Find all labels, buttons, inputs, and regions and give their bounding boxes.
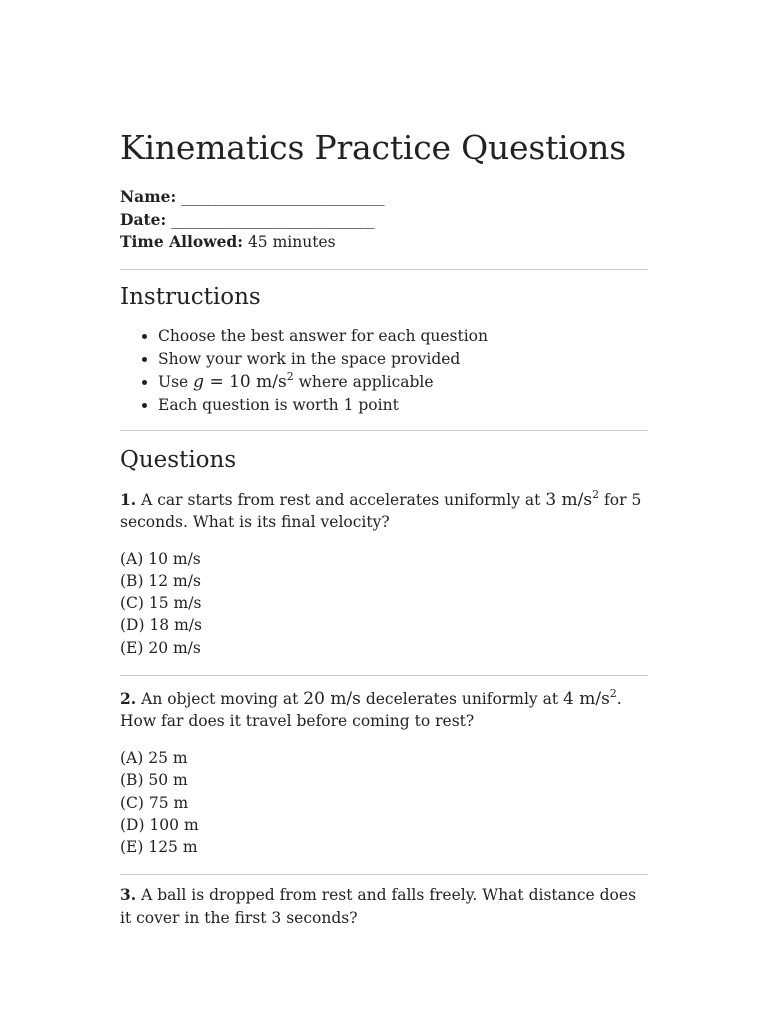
answer-option: (E) 125 m xyxy=(120,838,198,857)
student-info xyxy=(120,186,648,254)
question-number: 1. xyxy=(120,489,137,509)
divider xyxy=(120,874,648,875)
divider xyxy=(120,269,648,270)
name-line xyxy=(120,186,648,209)
math-expression: 20 m/s xyxy=(303,688,361,709)
answer-option: (A) 25 m xyxy=(120,748,188,767)
instructions-list xyxy=(120,325,648,417)
math-exponent: 2 xyxy=(286,369,294,383)
math-exponent: 2 xyxy=(609,686,617,700)
question-text: An object moving at xyxy=(141,689,299,708)
name-blank: ______________________________ xyxy=(181,188,384,206)
date-blank: ______________________________ xyxy=(171,210,374,229)
math-value: 3 m/s xyxy=(545,489,593,510)
list-item: • Choose the best answer for each question xyxy=(158,325,648,348)
time-value: 45 minutes xyxy=(247,233,336,251)
question-text: A ball is dropped from rest and falls freely. What distance does it cover in the first 3 seconds? xyxy=(120,886,637,927)
question-text: for 5 seconds. What is its final velocity? xyxy=(120,490,642,531)
date-label: Date: xyxy=(120,209,167,229)
answer-options xyxy=(120,548,648,659)
questions-heading: Questions xyxy=(120,446,237,473)
math-expression xyxy=(545,487,600,510)
question-number: 2. xyxy=(120,688,137,708)
question-3 xyxy=(120,884,648,929)
list-item: • Show your work in the space provided xyxy=(158,348,648,371)
name-label: Name: xyxy=(120,187,177,206)
instructions-heading: Instructions xyxy=(120,283,261,310)
question-1 xyxy=(120,489,648,534)
answer-option: (E) 20 m/s xyxy=(120,638,201,657)
question-2 xyxy=(120,688,648,733)
math-var-g: g xyxy=(193,371,205,392)
date-line xyxy=(120,209,648,232)
question-text: decelerates uniformly at xyxy=(365,689,559,708)
answer-option: (A) 10 m/s xyxy=(120,549,201,568)
time-label: Time Allowed: xyxy=(120,232,243,251)
question-text: . How far does it travel before coming to rest? xyxy=(120,689,622,731)
answer-options xyxy=(120,747,648,858)
answer-option: (C) 75 m xyxy=(120,793,189,812)
divider xyxy=(120,675,648,676)
answer-option: (B) 50 m xyxy=(120,771,188,790)
item-text: Use xyxy=(158,372,189,391)
answer-option: (B) 12 m/s xyxy=(120,571,201,590)
gravity-formula xyxy=(193,369,294,392)
answer-option: (D) 18 m/s xyxy=(120,616,202,635)
item-tail: where applicable xyxy=(298,372,434,391)
list-item xyxy=(158,371,648,394)
list-item: • Each question is worth 1 point xyxy=(158,394,648,417)
question-text: A car starts from rest and accelerates uniformly at xyxy=(141,490,541,509)
question-number: 3. xyxy=(120,885,137,905)
page-title: Kinematics Practice Questions xyxy=(120,128,626,167)
divider xyxy=(120,430,648,431)
math-exponent: 2 xyxy=(592,487,600,501)
math-value: 4 m/s xyxy=(563,688,610,709)
math-expression xyxy=(563,686,617,709)
answer-option: (D) 100 m xyxy=(120,815,199,834)
answer-option: (C) 15 m/s xyxy=(120,594,202,613)
math-eq: = 10 m/s xyxy=(209,371,287,392)
time-line xyxy=(120,231,648,254)
